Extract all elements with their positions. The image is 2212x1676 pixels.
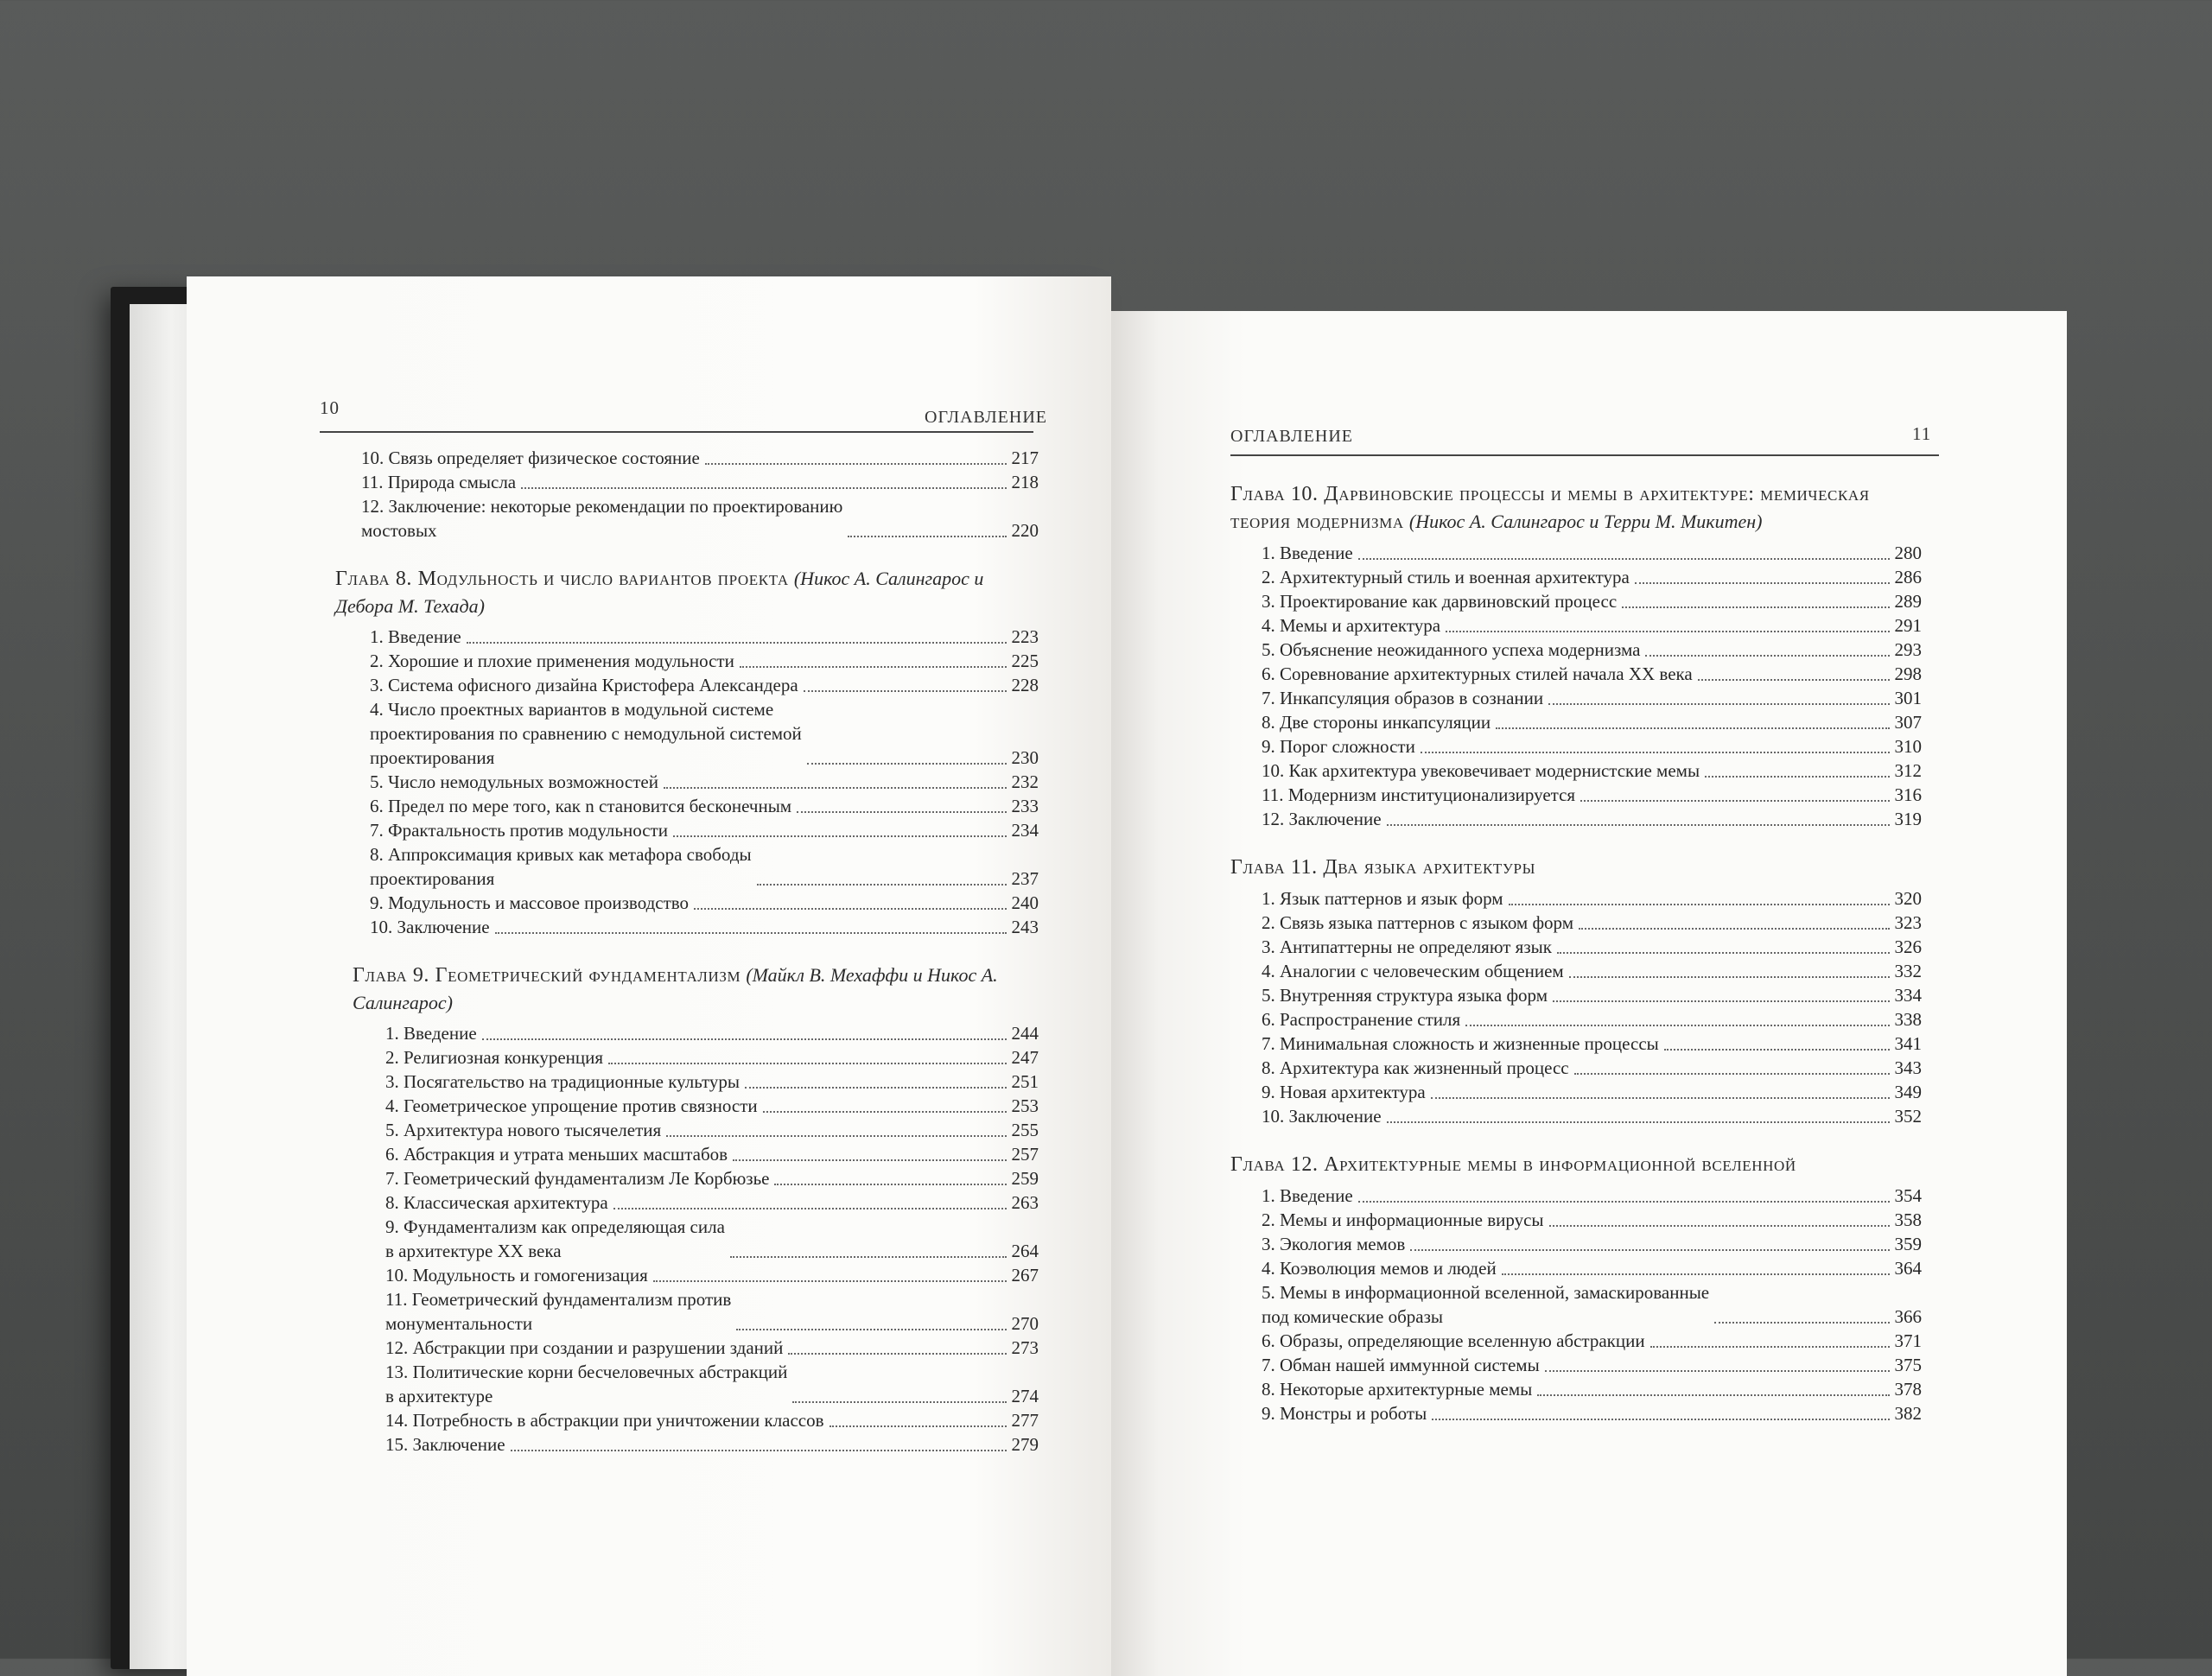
entry-title: 8. Некоторые архитектурные мемы bbox=[1262, 1379, 1533, 1400]
chapter-label: Глава 9. Геометрический фундаментализм bbox=[353, 964, 741, 987]
entry-page-number: 244 bbox=[1011, 1023, 1039, 1044]
entry-title: 13. Политические корни бесчеловечных абстракций в архитектуре bbox=[385, 1362, 788, 1406]
toc-entry bbox=[385, 1190, 1039, 1215]
entry-page-number: 349 bbox=[1894, 1082, 1922, 1102]
toc-entry bbox=[370, 842, 1039, 891]
entry-title: 9. Новая архитектура bbox=[1262, 1082, 1426, 1102]
entry-page-number: 375 bbox=[1894, 1355, 1922, 1375]
entry-title: 4. Аналогии с человеческим общением bbox=[1262, 961, 1564, 981]
chapter-heading bbox=[353, 962, 1039, 1016]
entry-list bbox=[1262, 541, 1922, 831]
dot-leader bbox=[1358, 1201, 1890, 1203]
entry-title: 8. Классическая архитектура bbox=[385, 1192, 608, 1213]
toc-entry bbox=[370, 915, 1039, 939]
chapter-heading bbox=[1230, 854, 1922, 881]
entry-title: 6. Абстракция и утрата меньших масштабов bbox=[385, 1144, 728, 1165]
toc-entry bbox=[1262, 959, 1922, 983]
entry-title: 2. Мемы и информационные вирусы bbox=[1262, 1209, 1544, 1230]
toc-entry bbox=[1262, 1256, 1922, 1280]
entry-page-number: 293 bbox=[1894, 639, 1922, 660]
chapter-heading bbox=[1230, 480, 1922, 536]
toc-entry bbox=[370, 625, 1039, 649]
entry-title: 14. Потребность в абстракции при уничтожении классов bbox=[385, 1410, 824, 1431]
toc-entry bbox=[1262, 686, 1922, 710]
entry-page-number: 279 bbox=[1011, 1434, 1039, 1455]
dot-leader bbox=[745, 1087, 1006, 1089]
toc-entry bbox=[385, 1021, 1039, 1045]
entry-title: 5. Мемы в информационной вселенной, замаскированные под комические образы bbox=[1262, 1282, 1710, 1327]
entry-page-number: 228 bbox=[1011, 675, 1039, 695]
toc-entry bbox=[1262, 589, 1922, 613]
entry-title: 7. Минимальная сложность и жизненные процессы bbox=[1262, 1033, 1659, 1054]
entry-title: 10. Как архитектура увековечивает модернистские мемы bbox=[1262, 760, 1700, 781]
entry-title: 3. Антипаттерны не определяют язык bbox=[1262, 936, 1552, 957]
dot-leader bbox=[608, 1063, 1006, 1064]
entry-page-number: 371 bbox=[1894, 1330, 1922, 1351]
entry-page-number: 255 bbox=[1011, 1120, 1039, 1140]
dot-leader bbox=[1698, 679, 1890, 681]
entry-page-number: 251 bbox=[1011, 1071, 1039, 1092]
entry-title: 12. Заключение: некоторые рекомендации по проектированию мостовых bbox=[361, 496, 843, 541]
toc-entry bbox=[1262, 1353, 1922, 1377]
dot-leader bbox=[1580, 800, 1889, 802]
dot-leader bbox=[1650, 1346, 1890, 1348]
entry-list bbox=[1262, 886, 1922, 1128]
entry-page-number: 247 bbox=[1011, 1047, 1039, 1068]
entry-page-number: 332 bbox=[1894, 961, 1922, 981]
entry-page-number: 341 bbox=[1894, 1033, 1922, 1054]
entry-title: 7. Геометрический фундаментализм Ле Корбюзье bbox=[385, 1168, 770, 1189]
header-rule bbox=[320, 431, 1033, 433]
entry-page-number: 359 bbox=[1894, 1234, 1922, 1254]
toc-entry bbox=[1262, 935, 1922, 959]
entry-title: 3. Проектирование как дарвиновский процесс bbox=[1262, 591, 1618, 612]
entry-title: 9. Модульность и массовое производство bbox=[370, 892, 690, 913]
toc-entry bbox=[370, 794, 1039, 818]
entry-page-number: 230 bbox=[1011, 747, 1039, 768]
entry-title: 1. Введение bbox=[370, 626, 461, 647]
dot-leader bbox=[1537, 1394, 1889, 1396]
toc-entry bbox=[1262, 1184, 1922, 1208]
entry-title: 7. Фрактальность против модульности bbox=[370, 820, 668, 841]
dot-leader bbox=[482, 1038, 1007, 1040]
toc-entry bbox=[385, 1360, 1039, 1408]
chapter-label: Глава 11. Два языка архитектуры bbox=[1230, 856, 1536, 879]
dot-leader bbox=[521, 487, 1006, 489]
dot-leader bbox=[467, 642, 1007, 644]
toc-entry bbox=[1262, 1104, 1922, 1128]
entry-title: 2. Архитектурный стиль и военная архитектура bbox=[1262, 567, 1630, 587]
entry-page-number: 343 bbox=[1894, 1057, 1922, 1078]
dot-leader bbox=[673, 835, 1007, 837]
entry-title: 7. Обман нашей иммунной системы bbox=[1262, 1355, 1540, 1375]
entry-page-number: 225 bbox=[1011, 651, 1039, 671]
entry-page-number: 366 bbox=[1894, 1306, 1922, 1327]
toc-entry bbox=[385, 1142, 1039, 1166]
entry-page-number: 237 bbox=[1011, 868, 1039, 889]
toc-entry bbox=[1262, 759, 1922, 783]
entry-page-number: 263 bbox=[1011, 1192, 1039, 1213]
dot-leader bbox=[653, 1280, 1007, 1282]
entry-title: 4. Геометрическое упрощение против связности bbox=[385, 1095, 758, 1116]
entry-page-number: 312 bbox=[1894, 760, 1922, 781]
dot-leader bbox=[694, 908, 1006, 910]
left-page bbox=[187, 276, 1111, 1676]
entry-title: 11. Модернизм институционализируется bbox=[1262, 784, 1576, 805]
toc-entry bbox=[385, 1166, 1039, 1190]
entry-page-number: 277 bbox=[1011, 1410, 1039, 1431]
dot-leader bbox=[1664, 1049, 1890, 1051]
entry-page-number: 220 bbox=[1011, 520, 1039, 541]
entry-title: 4. Число проектных вариантов в модульной системе проектирования по сравнению с немодульной системой проектирования bbox=[370, 699, 802, 768]
dot-leader bbox=[1557, 952, 1890, 954]
dot-leader bbox=[1549, 1225, 1890, 1227]
toc-entry bbox=[1262, 1280, 1922, 1329]
entry-title: 9. Фундаментализм как определяющая сила в архитектуре XX века bbox=[385, 1216, 725, 1261]
chapter-authors: (Никос А. Салингарос и Дебора М. Техада) bbox=[335, 568, 984, 617]
entry-page-number: 243 bbox=[1011, 917, 1039, 937]
chapter-8 bbox=[335, 565, 1039, 939]
toc-entry bbox=[361, 470, 1039, 494]
entry-page-number: 286 bbox=[1894, 567, 1922, 587]
dot-leader bbox=[1574, 1073, 1890, 1075]
toc-entry bbox=[370, 770, 1039, 794]
toc-entry bbox=[1262, 886, 1922, 911]
entry-page-number: 270 bbox=[1011, 1313, 1039, 1334]
dot-leader bbox=[1714, 1322, 1889, 1324]
entry-page-number: 319 bbox=[1894, 809, 1922, 829]
toc-entry bbox=[1262, 662, 1922, 686]
dot-leader bbox=[1387, 824, 1890, 826]
page-number: 10 bbox=[320, 397, 340, 418]
dot-leader bbox=[792, 1401, 1006, 1403]
toc-entry bbox=[1262, 783, 1922, 807]
entry-page-number: 354 bbox=[1894, 1185, 1922, 1206]
dot-leader bbox=[848, 536, 1006, 537]
entry-page-number: 218 bbox=[1011, 472, 1039, 492]
entry-title: 1. Язык паттернов и язык форм bbox=[1262, 888, 1503, 909]
entry-page-number: 280 bbox=[1894, 543, 1922, 563]
toc-entry bbox=[1262, 1208, 1922, 1232]
toc-entry bbox=[370, 673, 1039, 697]
chapter-heading bbox=[1230, 1151, 1922, 1178]
entry-title: 15. Заключение bbox=[385, 1434, 505, 1455]
dot-leader bbox=[1569, 976, 1890, 978]
dot-leader bbox=[730, 1256, 1007, 1258]
entry-title: 9. Порог сложности bbox=[1262, 736, 1415, 757]
entry-page-number: 320 bbox=[1894, 888, 1922, 909]
dot-leader bbox=[1410, 1249, 1889, 1251]
toc-entry bbox=[385, 1215, 1039, 1263]
toc-entry bbox=[385, 1045, 1039, 1070]
page-number: 11 bbox=[1912, 423, 1932, 444]
dot-leader bbox=[1446, 631, 1889, 632]
entry-page-number: 323 bbox=[1894, 912, 1922, 933]
entry-title: 6. Соревнование архитектурных стилей начала XX века bbox=[1262, 663, 1693, 684]
entry-list bbox=[361, 446, 1039, 543]
entry-page-number: 259 bbox=[1011, 1168, 1039, 1189]
toc-entry bbox=[385, 1118, 1039, 1142]
dot-leader bbox=[666, 1135, 1006, 1137]
toc-entry bbox=[370, 649, 1039, 673]
entry-page-number: 234 bbox=[1011, 820, 1039, 841]
entry-page-number: 223 bbox=[1011, 626, 1039, 647]
toc-entry bbox=[1262, 1032, 1922, 1056]
entry-page-number: 257 bbox=[1011, 1144, 1039, 1165]
toc-entry bbox=[1262, 734, 1922, 759]
dot-leader bbox=[1548, 703, 1889, 705]
entry-page-number: 378 bbox=[1894, 1379, 1922, 1400]
chapter-12 bbox=[1230, 1151, 1922, 1425]
entry-title: 4. Мемы и архитектура bbox=[1262, 615, 1441, 636]
entry-list bbox=[385, 1021, 1039, 1457]
toc-entry bbox=[370, 891, 1039, 915]
dot-leader bbox=[830, 1425, 1007, 1427]
toc-entry bbox=[361, 494, 1039, 543]
dot-leader bbox=[774, 1184, 1006, 1185]
dot-leader bbox=[1502, 1273, 1890, 1275]
dot-leader bbox=[1421, 752, 1890, 753]
entry-title: 1. Введение bbox=[385, 1023, 477, 1044]
dot-leader bbox=[1431, 1097, 1890, 1099]
toc-entry bbox=[361, 446, 1039, 470]
entry-title: 3. Посягательство на традиционные культуры bbox=[385, 1071, 741, 1092]
chapter-authors: (Никос А. Салингарос и Терри М. Микитен) bbox=[1408, 511, 1763, 532]
entry-title: 1. Введение bbox=[1262, 543, 1353, 563]
toc-entry bbox=[385, 1408, 1039, 1432]
entry-title: 11. Природа смысла bbox=[361, 472, 517, 492]
entry-title: 4. Коэволюция мемов и людей bbox=[1262, 1258, 1497, 1279]
entry-title: 8. Две стороны инкапсуляции bbox=[1262, 712, 1491, 733]
dot-leader bbox=[797, 811, 1006, 813]
dot-leader bbox=[1579, 928, 1889, 930]
chapter-11 bbox=[1230, 854, 1922, 1128]
entry-page-number: 334 bbox=[1894, 985, 1922, 1006]
entry-page-number: 232 bbox=[1011, 771, 1039, 792]
entry-title: 6. Распространение стиля bbox=[1262, 1009, 1461, 1030]
toc-entry bbox=[1262, 1080, 1922, 1104]
toc-entry bbox=[385, 1263, 1039, 1287]
entry-page-number: 298 bbox=[1894, 663, 1922, 684]
chapter-authors: (Майкл В. Мехаффи и Никос А. Салингарос) bbox=[353, 964, 998, 1013]
dot-leader bbox=[1545, 1370, 1890, 1372]
dot-leader bbox=[736, 1329, 1006, 1330]
dot-leader bbox=[1553, 1000, 1889, 1002]
dot-leader bbox=[804, 690, 1007, 692]
entry-title: 3. Экология мемов bbox=[1262, 1234, 1406, 1254]
entry-page-number: 264 bbox=[1011, 1241, 1039, 1261]
header-rule bbox=[1230, 454, 1939, 456]
toc-entry bbox=[370, 697, 1039, 770]
entry-page-number: 217 bbox=[1011, 448, 1039, 468]
toc-column bbox=[335, 446, 1039, 1457]
entry-title: 6. Предел по мере того, как n становится бесконечным bbox=[370, 796, 792, 816]
entry-title: 2. Религиозная конкуренция bbox=[385, 1047, 604, 1068]
toc-entry bbox=[1262, 565, 1922, 589]
dot-leader bbox=[1496, 727, 1889, 729]
entry-list bbox=[370, 625, 1039, 939]
entry-page-number: 316 bbox=[1894, 784, 1922, 805]
dot-leader bbox=[511, 1450, 1007, 1451]
chapter-label: Глава 12. Архитектурные мемы в информационной вселенной bbox=[1230, 1153, 1796, 1176]
entry-title: 7. Инкапсуляция образов в сознании bbox=[1262, 688, 1544, 708]
dot-leader bbox=[807, 763, 1007, 765]
toc-entry bbox=[1262, 1056, 1922, 1080]
toc-entry bbox=[1262, 613, 1922, 638]
toc-entry bbox=[1262, 1232, 1922, 1256]
toc-column bbox=[1230, 480, 1922, 1425]
toc-entry bbox=[1262, 541, 1922, 565]
entry-title: 5. Внутренняя структура языка форм bbox=[1262, 985, 1548, 1006]
entry-title: 10. Заключение bbox=[370, 917, 490, 937]
dot-leader bbox=[1635, 582, 1890, 584]
entry-title: 9. Монстры и роботы bbox=[1262, 1403, 1427, 1424]
dot-leader bbox=[757, 884, 1007, 886]
dot-leader bbox=[1387, 1121, 1890, 1123]
dot-leader bbox=[1622, 606, 1889, 608]
toc-entry bbox=[1262, 710, 1922, 734]
entry-title: 10. Заключение bbox=[1262, 1106, 1382, 1127]
entry-title: 10. Модульность и гомогенизация bbox=[385, 1265, 648, 1286]
entry-title: 2. Хорошие и плохие применения модульности bbox=[370, 651, 734, 671]
dot-leader bbox=[1465, 1025, 1889, 1026]
entry-page-number: 291 bbox=[1894, 615, 1922, 636]
entry-list bbox=[1262, 1184, 1922, 1425]
entry-page-number: 338 bbox=[1894, 1009, 1922, 1030]
entry-page-number: 358 bbox=[1894, 1209, 1922, 1230]
entry-page-number: 301 bbox=[1894, 688, 1922, 708]
entry-title: 1. Введение bbox=[1262, 1185, 1353, 1206]
dot-leader bbox=[1358, 558, 1890, 560]
entry-page-number: 289 bbox=[1894, 591, 1922, 612]
dot-leader bbox=[664, 787, 1007, 789]
entry-title: 8. Аппроксимация кривых как метафора свободы проектирования bbox=[370, 844, 752, 889]
toc-entry bbox=[385, 1094, 1039, 1118]
dot-leader bbox=[1705, 776, 1889, 778]
entry-title: 12. Абстракции при создании и разрушении зданий bbox=[385, 1337, 784, 1358]
dot-leader bbox=[495, 932, 1007, 934]
entry-page-number: 267 bbox=[1011, 1265, 1039, 1286]
toc-entry bbox=[385, 1070, 1039, 1094]
dot-leader bbox=[740, 666, 1007, 668]
toc-entry bbox=[385, 1432, 1039, 1457]
dot-leader bbox=[733, 1159, 1006, 1161]
chapter-label: Глава 10. Дарвиновские процессы и мемы в архитектуре: мемическая теория модернизма bbox=[1230, 483, 1870, 533]
dot-leader bbox=[763, 1111, 1007, 1113]
toc-entry bbox=[1262, 1007, 1922, 1032]
entry-page-number: 273 bbox=[1011, 1337, 1039, 1358]
toc-entry bbox=[1262, 1401, 1922, 1425]
running-head: ОГЛАВЛЕНИЕ bbox=[1230, 427, 1353, 446]
entry-page-number: 310 bbox=[1894, 736, 1922, 757]
entry-page-number: 382 bbox=[1894, 1403, 1922, 1424]
dot-leader bbox=[705, 463, 1007, 465]
entry-page-number: 326 bbox=[1894, 936, 1922, 957]
toc-entry bbox=[1262, 1329, 1922, 1353]
dot-leader bbox=[788, 1353, 1006, 1355]
dot-leader bbox=[1432, 1419, 1889, 1420]
right-page bbox=[1111, 311, 2067, 1676]
entry-title: 2. Связь языка паттернов с языком форм bbox=[1262, 912, 1574, 933]
dot-leader bbox=[1645, 655, 1889, 657]
toc-entry bbox=[385, 1287, 1039, 1336]
entry-page-number: 352 bbox=[1894, 1106, 1922, 1127]
chapter-10 bbox=[1230, 480, 1922, 831]
chapter-label: Глава 8. Модульность и число вариантов проекта bbox=[335, 568, 789, 590]
entry-page-number: 253 bbox=[1011, 1095, 1039, 1116]
toc-entry bbox=[1262, 638, 1922, 662]
dot-leader bbox=[1509, 904, 1890, 905]
entry-title: 5. Объяснение неожиданного успеха модернизма bbox=[1262, 639, 1641, 660]
entry-title: 12. Заключение bbox=[1262, 809, 1382, 829]
chapter-9 bbox=[353, 962, 1039, 1457]
entry-title: 11. Геометрический фундаментализм против монументальности bbox=[385, 1289, 732, 1334]
entry-title: 10. Связь определяет физическое состояние bbox=[361, 448, 700, 468]
toc-entry bbox=[1262, 807, 1922, 831]
entry-page-number: 240 bbox=[1011, 892, 1039, 913]
running-head: ОГЛАВЛЕНИЕ bbox=[925, 408, 1047, 427]
toc-entry bbox=[1262, 1377, 1922, 1401]
toc-entry bbox=[370, 818, 1039, 842]
entry-title: 8. Архитектура как жизненный процесс bbox=[1262, 1057, 1569, 1078]
dot-leader bbox=[613, 1208, 1007, 1209]
chapter-heading bbox=[335, 565, 1039, 619]
entry-title: 5. Число немодульных возможностей bbox=[370, 771, 658, 792]
entry-page-number: 274 bbox=[1011, 1386, 1039, 1406]
entry-page-number: 364 bbox=[1894, 1258, 1922, 1279]
toc-entry bbox=[1262, 983, 1922, 1007]
entry-page-number: 233 bbox=[1011, 796, 1039, 816]
toc-entry bbox=[1262, 911, 1922, 935]
entry-title: 6. Образы, определяющие вселенную абстракции bbox=[1262, 1330, 1645, 1351]
entry-title: 3. Система офисного дизайна Кристофера Александера bbox=[370, 675, 798, 695]
toc-entry bbox=[385, 1336, 1039, 1360]
entry-title: 5. Архитектура нового тысячелетия bbox=[385, 1120, 662, 1140]
entry-page-number: 307 bbox=[1894, 712, 1922, 733]
